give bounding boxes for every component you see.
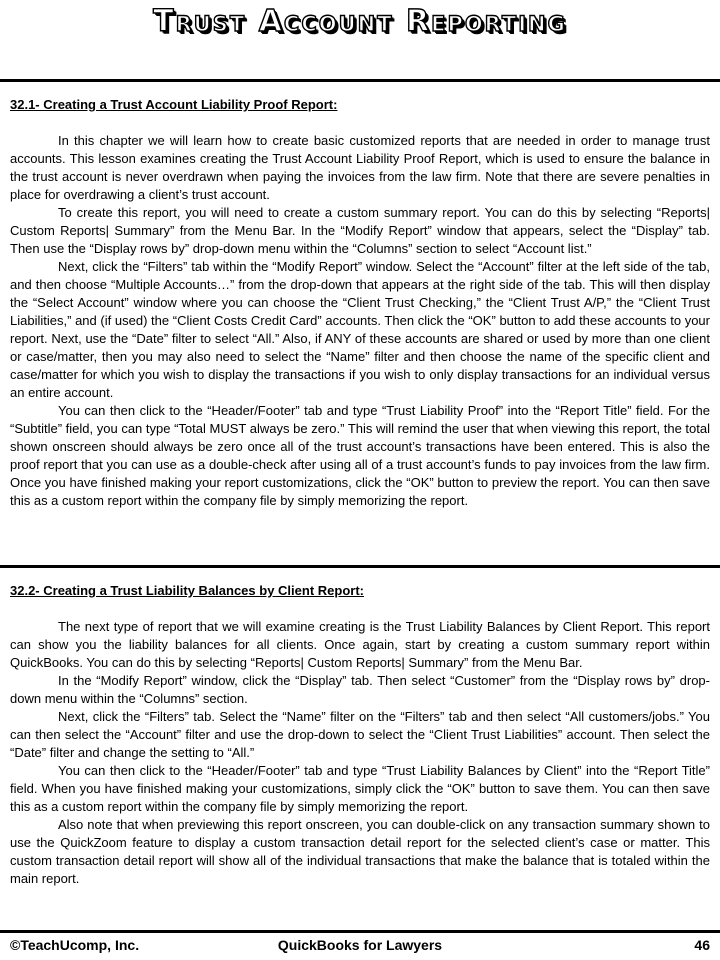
section-2-paragraph: Next, click the “Filters” tab. Select the “Name” filter on the “Filters” tab and then select “All customers/jobs.” You can then select the “Account” filter and use the drop-down to select the “Client Trust Liabilities” account. Then select the “Date” filter and change the setting to “All.”	[10, 709, 710, 760]
page-title: Trust Account Reporting	[153, 4, 567, 39]
section-1-paragraph: Next, click the “Filters” tab within the “Modify Report” window. Select the “Account” filter at the left side of the tab, and then choose “Multiple Accounts…” from the drop-down that appears at the right side of the tab. This will then display the “Select Account” window where you can choose the “Client Trust Checking,” the “Client Trust A/P,” the “Client Trust Liabilities,” and (if used) the “Client Costs Credit Card” accounts. Then click the “OK” button to add these accounts to your report. Next, use the “Date” filter to select “All.” Also, if ANY of these accounts are shared or used by more than one client or case/matter, then you may also need to select the “Name” filter and then choose the name of the specific client and case/matter for which you wish to display the transactions if you wish to only display transactions for an individual versus an entire account.	[10, 259, 710, 400]
section-2-paragraph: In the “Modify Report” window, click the “Display” tab. Then select “Customer” from the “Display rows by” drop-down menu within the “Columns” section.	[10, 673, 710, 706]
section-1-heading: 32.1- Creating a Trust Account Liability Proof Report:	[10, 97, 338, 112]
footer-page-number: 46	[694, 937, 710, 953]
section-2-heading: 32.2- Creating a Trust Liability Balances by Client Report:	[10, 583, 364, 598]
section-1	[10, 96, 710, 510]
footer-divider	[0, 930, 720, 933]
section-2-paragraph: The next type of report that we will examine creating is the Trust Liability Balances by Client Report. This report can show you the liability balances for all clients. Once again, start by creating a custom summary report within QuickBooks. You can do this by selecting “Reports| Custom Reports| Summary” from the Menu Bar.	[10, 619, 710, 670]
footer-copyright: ©TeachUcomp, Inc.	[10, 937, 140, 953]
section-divider	[0, 565, 720, 568]
footer-book-title: QuickBooks for Lawyers	[277, 937, 443, 953]
title-divider	[0, 79, 720, 82]
footer	[10, 937, 710, 953]
section-1-paragraph: In this chapter we will learn how to create basic customized reports that are needed in order to manage trust accounts. This lesson examines creating the Trust Account Liability Proof Report, which is used to ensure the balance in the trust account is never overdrawn when paying the invoices from the law firm. Note that there are severe penalties in place for overdrawing a client’s trust account.	[10, 133, 710, 202]
section-2-paragraph: Also note that when previewing this report onscreen, you can double-click on any transaction summary shown to use the QuickZoom feature to display a custom transaction detail report for the selected client’s case or matter. This custom transaction detail report will show all of the individual transactions that make the balance that is totaled within the main report.	[10, 817, 710, 886]
section-1-paragraph: You can then click to the “Header/Footer” tab and type “Trust Liability Proof” into the “Report Title” field. For the “Subtitle” field, you can type “Total MUST always be zero.” This will remind the user that when viewing this report, the total shown onscreen should always be zero once all of the trust account’s transactions have been entered. This is also the proof report that you can use as a double-check after using all of a trust account’s funds to pay invoices from the law firm. Once you have finished making your report customizations, click the “OK” button to preview the report. You can then save this as a custom report within the company file by simply memorizing the report.	[10, 403, 710, 508]
section-2	[10, 582, 710, 888]
section-1-paragraph: To create this report, you will need to create a custom summary report. You can do this by selecting “Reports| Custom Reports| Summary” from the Menu Bar. In the “Modify Report” window that appears, select the “Display” tab. Then use the “Display rows by” drop-down menu within the “Columns” section to select “Account list.”	[10, 205, 710, 256]
section-2-paragraph: You can then click to the “Header/Footer” tab and type “Trust Liability Balances by Client” into the “Report Title” field. When you have finished making your customizations, simply click the “OK” button to save them. You can then save this as a custom report within the company file by simply memorizing the report.	[10, 763, 710, 814]
